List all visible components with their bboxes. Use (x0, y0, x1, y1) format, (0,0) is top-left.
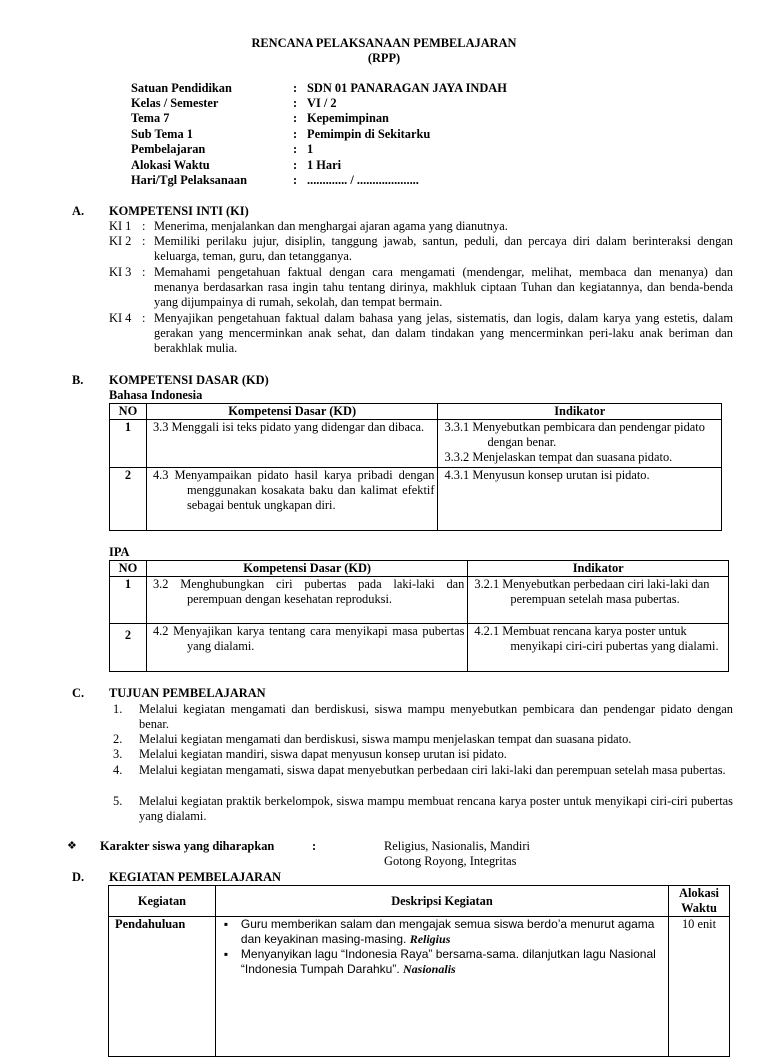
table-row (110, 577, 729, 624)
row-alokasi: 10 enit (669, 917, 730, 1057)
col-header-indikator: Indikator (438, 404, 722, 420)
ki-text: Memiliki perilaku jujur, disiplin, tanggung jawab, santun, peduli, dan percaya diri dalam berinteraksi dengan keluarga, teman, guru, dan tetangganya. (154, 234, 733, 263)
doc-subtitle: (RPP) (367, 51, 401, 65)
ki-code: KI 3 (109, 265, 132, 279)
ki-code: KI 2 (109, 234, 132, 248)
row-indikator: 4.2.1 Membuat rencana karya poster untuk menyikapi ciri-ciri pubertas yang dialami. (468, 624, 729, 672)
identity-value: Kepemimpinan (307, 111, 389, 125)
identity-value: 1 Hari (307, 158, 342, 172)
identity-value: 1 (307, 142, 314, 156)
row-no: 2 (110, 468, 147, 531)
col-header-kd: Kompetensi Dasar (KD) (146, 561, 467, 577)
col-header-deskripsi: Deskripsi Kegiatan (215, 886, 668, 917)
doc-title: RENCANA PELAKSANAAN PEMBELAJARAN (251, 36, 517, 50)
table-row (110, 420, 722, 468)
square-bullet-icon: ▪ (223, 947, 229, 961)
ki-code: KI 4 (109, 311, 132, 325)
identity-label: Kelas / Semester (131, 96, 219, 110)
section-b-letter: B. (72, 373, 84, 387)
row-kd: 3.2 Menghubungkan ciri pubertas pada laki-laki dan perempuan dengan kesehatan reproduksi. (146, 577, 467, 624)
identity-colon: : (293, 111, 298, 125)
subject-ipa-label: IPA (109, 545, 130, 559)
ki-text: Memahami pengetahuan faktual dengan cara mengamati (mendengar, melihat, membaca dan menanya) dan menanya berdasarkan rasa ingin tahu tentang dirinya, makhluk ciptaan Tuhan dan kegiatannya, dan benda-benda yang dijumpainya di rumah, sekolah, dan tempat bermain. (154, 265, 733, 309)
row-kegiatan: Pendahuluan (109, 917, 216, 1057)
diamond-bullet-icon: ❖ (67, 840, 77, 852)
row-indikator (438, 420, 722, 468)
tujuan-number: 5. (113, 794, 123, 808)
kd-table-bahasa (109, 403, 722, 531)
square-bullet-icon: ▪ (223, 917, 229, 931)
section-d-title: KEGIATAN PEMBELAJARAN (109, 870, 281, 884)
section-c-title: TUJUAN PEMBELAJARAN (109, 686, 266, 700)
row-kd: 4.3 Menyampaikan pidato hasil karya pribadi dengan menggunakan kosakata baku dan kalimat efektif sebagai bentuk ungkapan diri. (146, 468, 438, 531)
karakter-label: Karakter siswa yang diharapkan (100, 839, 275, 853)
identity-label: Pembelajaran (131, 142, 206, 156)
identity-label: Sub Tema 1 (131, 127, 193, 141)
identity-label: Tema 7 (131, 111, 170, 125)
col-header-no: NO (110, 404, 147, 420)
identity-value: ............. / .................... (307, 173, 419, 187)
karakter-value: Religius, Nasionalis, Mandiri (384, 839, 530, 853)
indicator-line: 4.3.1 Menyusun konsep urutan isi pidato. (444, 468, 650, 482)
karakter-colon: : (312, 839, 317, 853)
identity-value: Pemimpin di Sekitarku (307, 127, 431, 141)
list-item (219, 947, 665, 977)
identity-label: Hari/Tgl Pelaksanaan (131, 173, 248, 187)
col-header-no: NO (110, 561, 147, 577)
subject-bahasa-label: Bahasa Indonesia (109, 388, 203, 402)
karakter-value: Gotong Royong, Integritas (384, 854, 517, 868)
ki-code: KI 1 (109, 219, 132, 233)
row-indikator: 3.2.1 Menyebutkan perbedaan ciri laki-laki dan perempuan setelah masa pubertas. (468, 577, 729, 624)
table-row (110, 468, 722, 531)
indicator-line: 3.3.1 Menyebutkan pembicara dan pendengar pidato dengan benar. (444, 420, 705, 449)
tujuan-text: Melalui kegiatan mengamati, siswa dapat menyebutkan perbedaan ciri laki-laki dan perempuan setelah masa pubertas. (139, 763, 726, 777)
row-kd: 3.3 Menggali isi teks pidato yang didengar dan dibaca. (146, 420, 438, 468)
row-deskripsi (215, 917, 668, 1057)
section-b-title: KOMPETENSI DASAR (KD) (109, 373, 269, 387)
row-no: 1 (110, 420, 147, 468)
tujuan-number: 4. (113, 763, 123, 777)
section-c-letter: C. (72, 686, 85, 700)
tujuan-number: 3. (113, 747, 123, 761)
tujuan-text: Melalui kegiatan mengamati dan berdiskusi, siswa mampu menyebutkan pembicara dan pendengar pidato dengan benar. (139, 702, 733, 731)
row-kd: 4.2 Menyajikan karya tentang cara menyikapi masa pubertas yang dialami. (146, 624, 467, 672)
section-a-title: KOMPETENSI INTI (KI) (109, 204, 249, 218)
ki-colon: : (142, 219, 146, 233)
karakter-tag: Nasionalis (403, 962, 456, 976)
identity-colon: : (293, 127, 298, 141)
col-header-alokasi: Alokasi Waktu (669, 886, 730, 917)
ki-colon: : (142, 265, 146, 279)
identity-value: VI / 2 (307, 96, 337, 110)
tujuan-text: Melalui kegiatan mandiri, siswa dapat menyusun konsep urutan isi pidato. (139, 747, 507, 761)
tujuan-text: Melalui kegiatan mengamati dan berdiskusi, siswa mampu menjelaskan tempat dan suasana pidato. (139, 732, 632, 746)
identity-colon: : (293, 158, 298, 172)
row-indikator (438, 468, 722, 531)
col-header-indikator: Indikator (468, 561, 729, 577)
identity-colon: : (293, 173, 298, 187)
identity-colon: : (293, 96, 298, 110)
list-item (219, 917, 665, 947)
indicator-line: 3.3.2 Menjelaskan tempat dan suasana pidato. (444, 450, 673, 464)
tujuan-number: 1. (113, 702, 123, 716)
identity-value: SDN 01 PANARAGAN JAYA INDAH (307, 81, 507, 95)
identity-colon: : (293, 142, 298, 156)
tujuan-text: Melalui kegiatan praktik berkelompok, siswa mampu membuat rencana karya poster untuk menyikapi ciri-ciri pubertas yang dialami. (139, 794, 733, 823)
list-item-text: Guru memberikan salam dan mengajak semua siswa berdo’a menurut agama dan keyakinan masing-masing. (240, 917, 655, 946)
row-no: 1 (110, 577, 147, 624)
ki-text: Menyajikan pengetahuan faktual dalam bahasa yang jelas, sistematis, dan logis, dalam karya yang estetis, dalam gerakan yang mencerminkan anak sehat, dan dalam tindakan yang mencerminkan peri-laku anak beriman dan berakhlak mulia. (154, 311, 733, 355)
row-no: 2 (110, 624, 147, 672)
tujuan-number: 2. (113, 732, 123, 746)
identity-colon: : (293, 81, 298, 95)
ki-text: Menerima, menjalankan dan menghargai ajaran agama yang dianutnya. (154, 219, 508, 233)
section-d-letter: D. (72, 870, 85, 884)
table-row (109, 917, 730, 1057)
identity-label: Satuan Pendidikan (131, 81, 232, 95)
list-item-text: Menyanyikan lagu “Indonesia Raya” bersama-sama. dilanjutkan lagu Nasional “Indonesia Tumpah Darahku”. (240, 947, 656, 976)
karakter-tag: Religius (409, 932, 451, 946)
kd-table-ipa (109, 560, 729, 672)
identity-label: Alokasi Waktu (131, 158, 210, 172)
section-a-letter: A. (72, 204, 85, 218)
kegiatan-table (108, 885, 730, 1057)
col-header-kegiatan: Kegiatan (109, 886, 216, 917)
col-header-kd: Kompetensi Dasar (KD) (146, 404, 438, 420)
table-row (110, 624, 729, 672)
ki-colon: : (142, 311, 146, 325)
ki-colon: : (142, 234, 146, 248)
